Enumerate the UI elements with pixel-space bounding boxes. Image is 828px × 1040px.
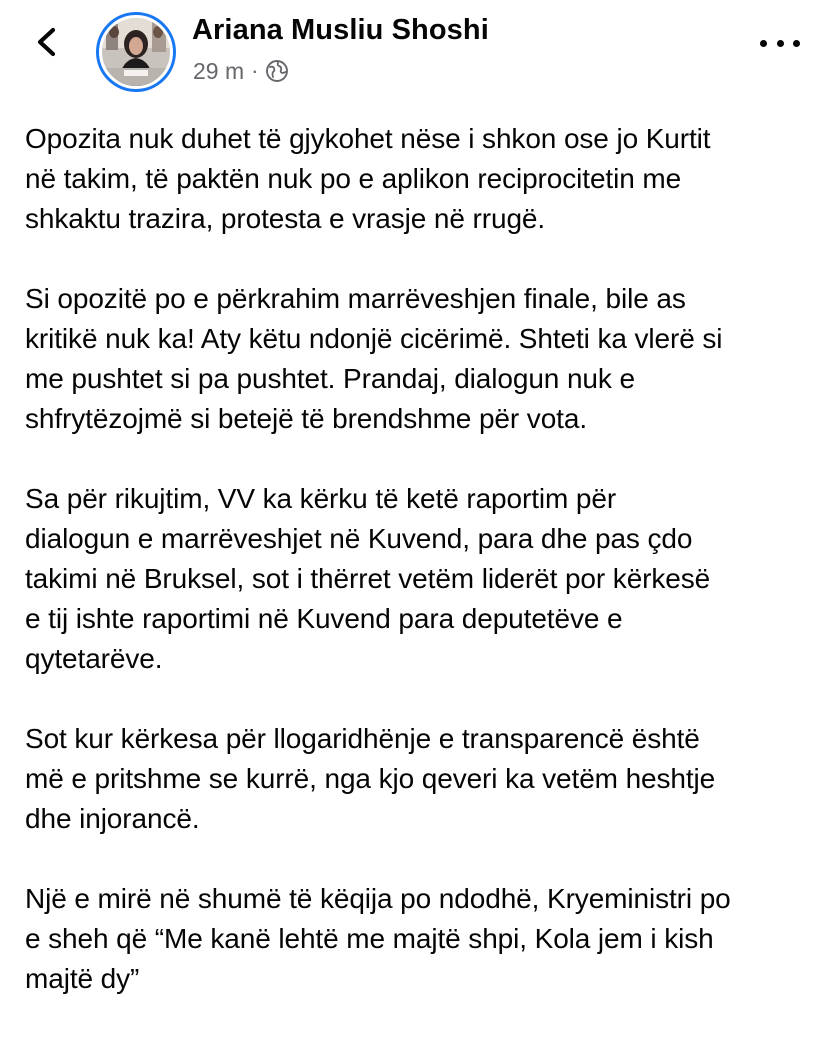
text-line: qytetarëve. [25,643,163,674]
avatar[interactable] [96,12,176,92]
text-line: kritikë nuk ka! Aty këtu ndonjë cicërimë. Shteti ka vlerë si [25,323,723,354]
post-header [0,0,828,100]
more-horizontal-icon [760,40,767,47]
author-name[interactable]: Ariana Musliu Shoshi [192,14,489,46]
more-options-button[interactable] [760,30,800,56]
text-line: shkaktu trazira, protesta e vrasje në rrugë. [25,203,546,234]
post-paragraph [25,479,815,679]
back-button[interactable] [28,22,68,62]
post-paragraph [25,119,815,239]
text-line: Një e mirë në shumë të këqija po ndodhë, Kryeministri po [25,883,731,914]
text-line: e sheh që “Me kanë lehtë me majtë shpi, Kola jem i kish [25,923,714,954]
text-line: e tij ishte raportimi në Kuvend para deputetëve e [25,603,623,634]
text-line: dialogun e marrëveshjet në Kuvend, para dhe pas çdo [25,523,693,554]
post-paragraph [25,279,815,439]
post-paragraph [25,719,815,839]
text-line: shfrytëzojmë si betejë të brendshme për vota. [25,403,588,434]
text-line: më e pritshme se kurrë, nga kjo qeveri ka vetëm heshtje [25,763,716,794]
text-line: dhe injorancë. [25,803,200,834]
chevron-left-icon [28,22,68,62]
meta-separator: · [251,58,259,83]
text-line: Sa për rikujtim, VV ka kërku të ketë raportim për [25,483,617,514]
text-line: takimi në Bruksel, sot i thërret vetëm liderët por kërkesë [25,563,711,594]
avatar-photo [102,18,170,86]
post-meta [193,57,289,85]
text-line: majtë dy” [25,963,140,994]
text-line: me pushtet si pa pushtet. Prandaj, dialogun nuk e [25,363,635,394]
text-line: Opozita nuk duhet të gjykohet nëse i shkon ose jo Kurtit [25,123,711,154]
text-line: Si opozitë po e përkrahim marrëveshjen finale, bile as [25,283,686,314]
text-line: në takim, të paktën nuk po e aplikon reciprocitetin me [25,163,682,194]
post-text [25,119,815,1039]
timestamp[interactable]: 29 m [193,57,245,84]
globe-icon [265,59,289,83]
text-line: Sot kur kërkesa për llogaridhënje e transparencë është [25,723,700,754]
post-paragraph [25,879,815,999]
